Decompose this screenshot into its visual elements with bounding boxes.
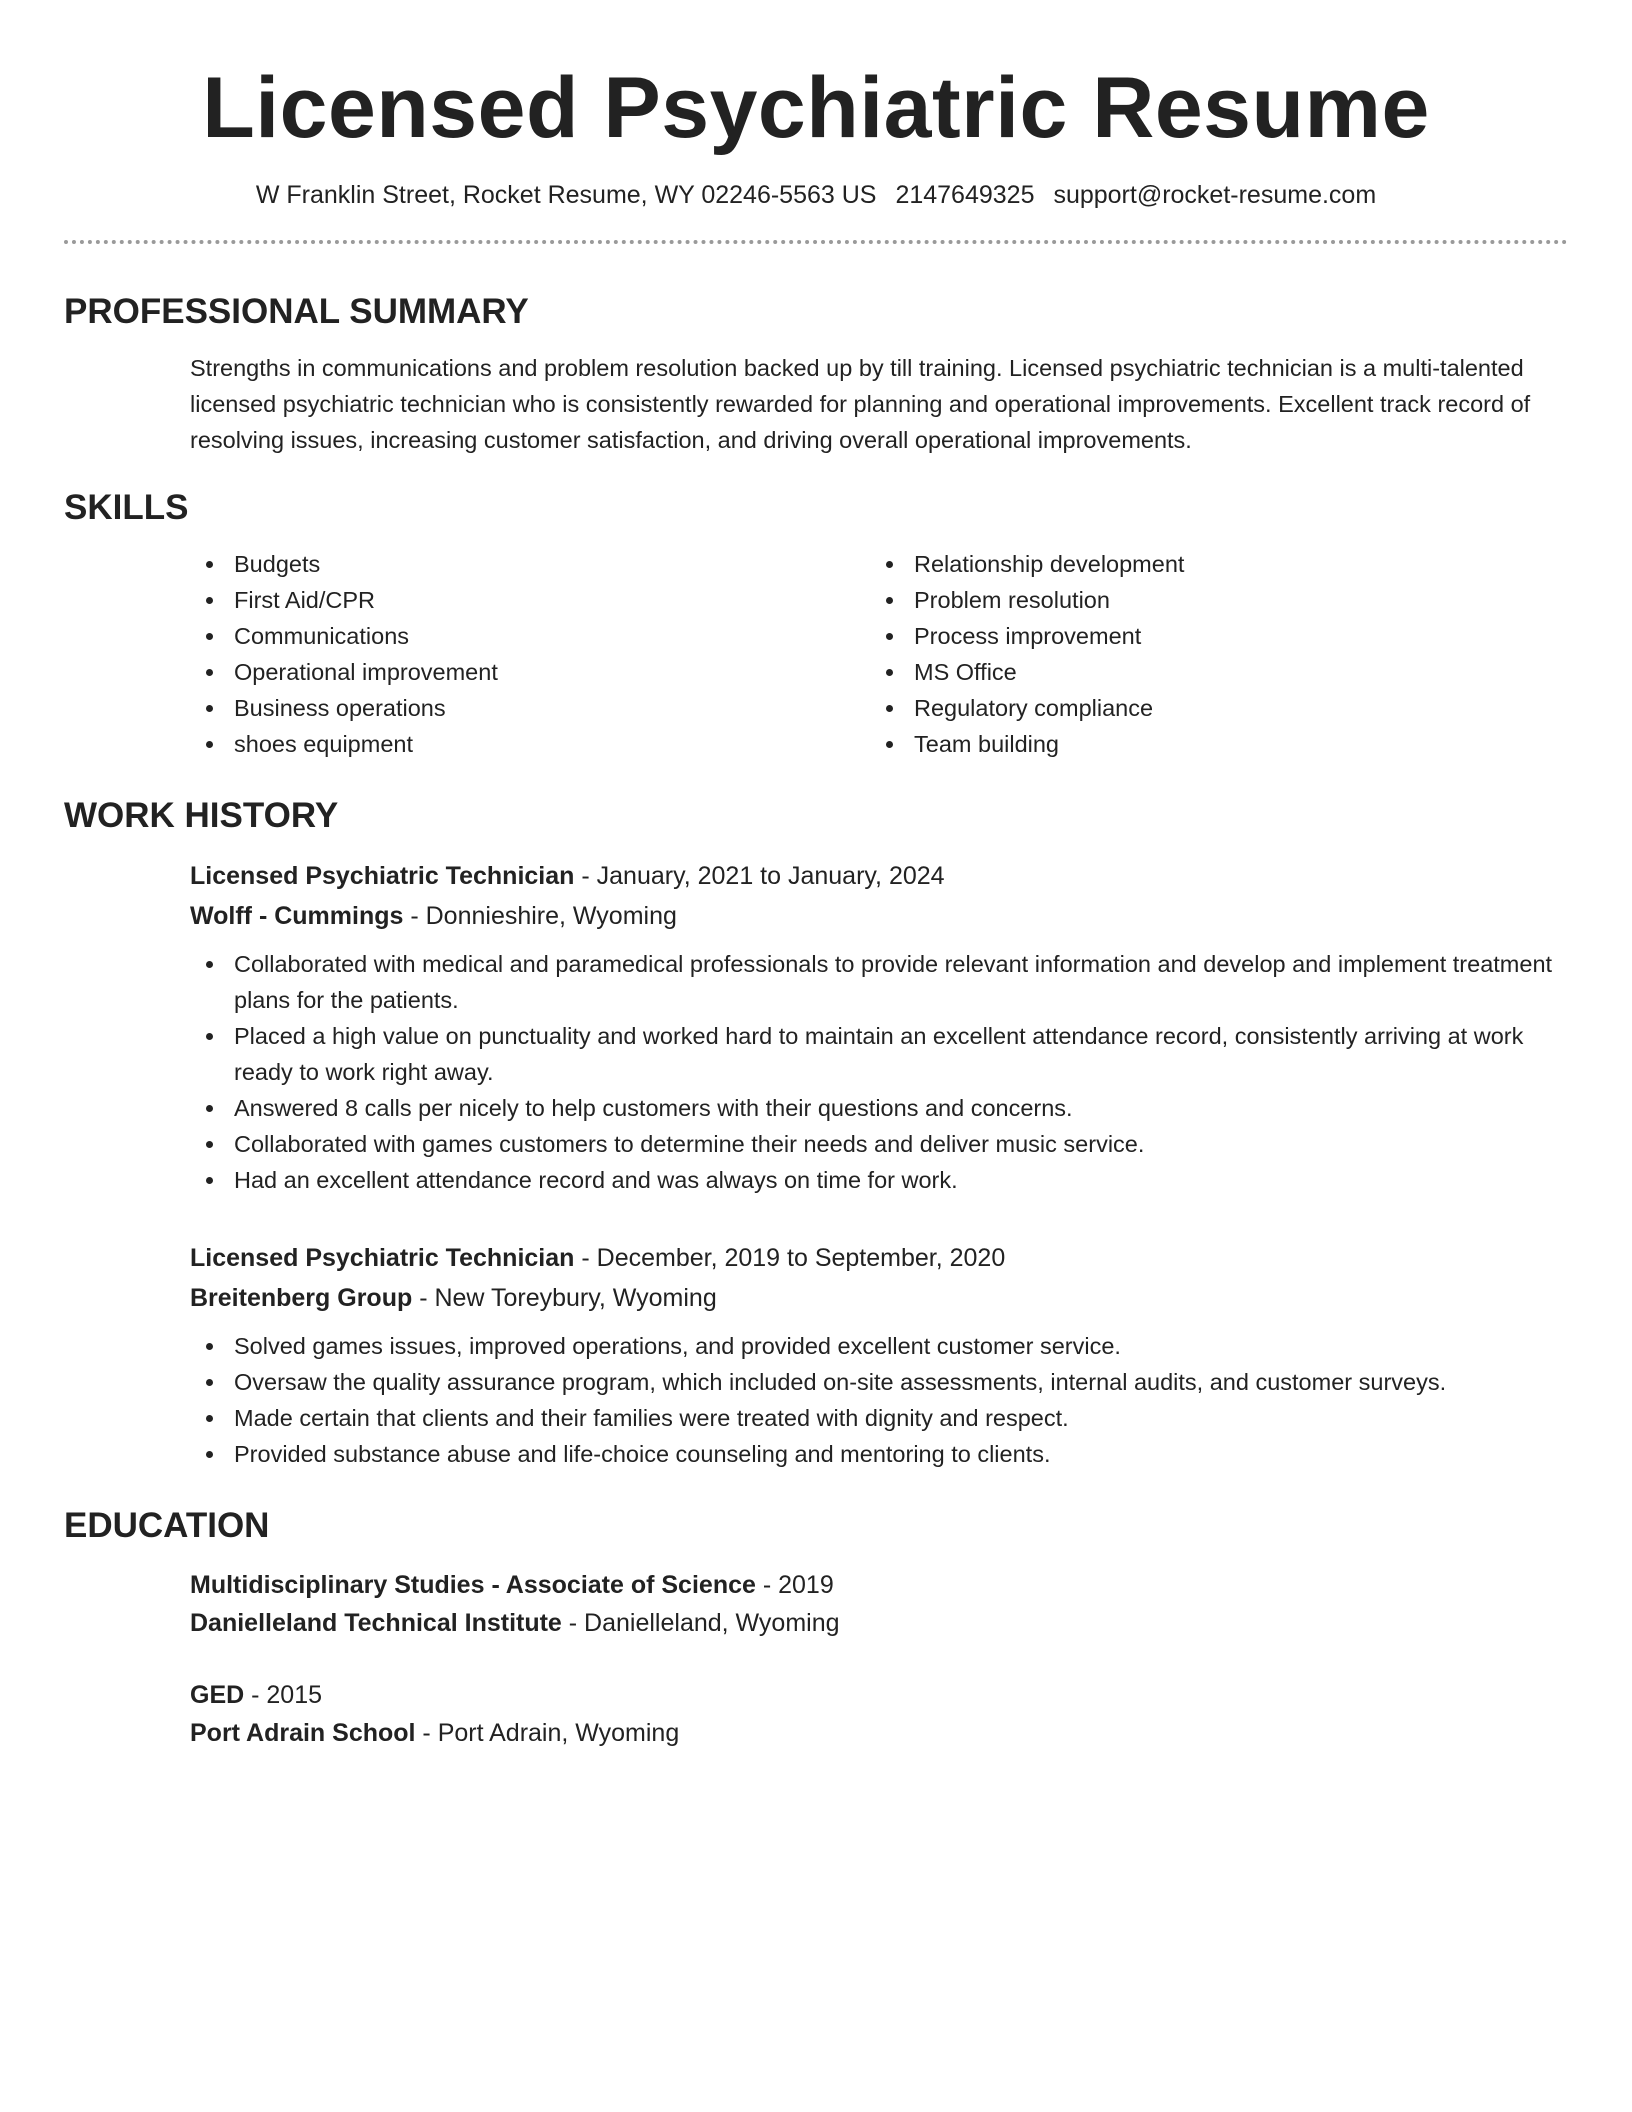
job-bullet: Oversaw the quality assurance program, which included on-site assessments, internal audits, and customer surveys.: [190, 1364, 1568, 1400]
skill-item: Operational improvement: [190, 654, 870, 690]
skills-list: [190, 546, 1568, 762]
skills-column-right: [870, 546, 1550, 762]
job-company-line: [190, 896, 1568, 936]
job-bullet: Collaborated with games customers to determine their needs and deliver music service.: [190, 1126, 1568, 1162]
job-bullet: Made certain that clients and their families were treated with dignity and respect.: [190, 1400, 1568, 1436]
education-entry: [190, 1566, 1568, 1642]
job-bullet: Placed a high value on punctuality and worked hard to maintain an excellent attendance record, consistently arriving at work ready to work right away.: [190, 1018, 1568, 1090]
education-location: - Danielleland, Wyoming: [561, 1609, 840, 1637]
work-entry: [190, 1238, 1568, 1472]
education-location: - Port Adrain, Wyoming: [415, 1719, 680, 1747]
skill-item: shoes equipment: [190, 726, 870, 762]
job-bullets: [190, 1328, 1568, 1472]
job-bullet: Collaborated with medical and paramedical professionals to provide relevant information and develop and implement treatment plans for the patients.: [190, 946, 1568, 1018]
job-bullet: Solved games issues, improved operations, and provided excellent customer service.: [190, 1328, 1568, 1364]
contact-address: W Franklin Street, Rocket Resume, WY 02246-5563 US: [255, 181, 877, 209]
job-bullet: Answered 8 calls per nicely to help customers with their questions and concerns.: [190, 1090, 1568, 1126]
work-entry: [190, 856, 1568, 1198]
header-divider: [64, 240, 1568, 244]
resume-page: [64, 0, 1568, 1752]
education-school: Port Adrain School: [190, 1719, 416, 1747]
skill-item: First Aid/CPR: [190, 582, 870, 618]
skill-item: MS Office: [870, 654, 1550, 690]
education-degree-line: [190, 1566, 1568, 1604]
job-title-line: [190, 856, 1568, 896]
job-bullet: Provided substance abuse and life-choice counseling and mentoring to clients.: [190, 1436, 1568, 1472]
contact-line: [64, 180, 1568, 210]
education-school-line: [190, 1604, 1568, 1642]
education-school: Danielleland Technical Institute: [190, 1609, 562, 1637]
education-year: - 2015: [244, 1681, 323, 1709]
job-company-line: [190, 1278, 1568, 1318]
skill-item: Business operations: [190, 690, 870, 726]
job-company: Breitenberg Group: [190, 1284, 413, 1312]
skill-item: Process improvement: [870, 618, 1550, 654]
resume-title: Licensed Psychiatric Resume: [202, 60, 1430, 156]
contact-email: support@rocket-resume.com: [1053, 181, 1377, 209]
job-dates: - December, 2019 to September, 2020: [574, 1244, 1006, 1272]
section-heading-skills: SKILLS: [64, 488, 189, 527]
job-company: Wolff - Cummings: [190, 902, 404, 930]
job-bullet: Had an excellent attendance record and was always on time for work.: [190, 1162, 1568, 1198]
job-title-line: [190, 1238, 1568, 1278]
skill-item: Communications: [190, 618, 870, 654]
education-entry: [190, 1676, 1568, 1752]
section-heading-summary: PROFESSIONAL SUMMARY: [64, 292, 529, 331]
skill-item: Budgets: [190, 546, 870, 582]
skill-item: Regulatory compliance: [870, 690, 1550, 726]
skill-item: Relationship development: [870, 546, 1550, 582]
job-location: - New Toreybury, Wyoming: [412, 1284, 717, 1312]
contact-phone: 2147649325: [895, 181, 1035, 209]
skill-item: Team building: [870, 726, 1550, 762]
section-heading-work-history: WORK HISTORY: [64, 796, 339, 835]
education-year: - 2019: [755, 1571, 834, 1599]
job-bullets: [190, 946, 1568, 1198]
summary-text: Strengths in communications and problem resolution backed up by till training. Licensed psychiatric technician is a multi-talented licensed psychiatric technician who is consistently rewarded for planning and operational improvements. Excellent track record of resolving issues, increasing customer satisfaction, and driving overall operational improvements.: [190, 355, 1531, 453]
skills-column-left: [190, 546, 870, 762]
job-title: Licensed Psychiatric Technician: [190, 1244, 575, 1272]
section-heading-education: EDUCATION: [64, 1506, 270, 1545]
skill-item: Problem resolution: [870, 582, 1550, 618]
job-location: - Donnieshire, Wyoming: [403, 902, 677, 930]
education-degree: Multidisciplinary Studies - Associate of Science: [190, 1571, 756, 1599]
education-degree: GED: [190, 1681, 245, 1709]
job-dates: - January, 2021 to January, 2024: [574, 862, 945, 890]
education-school-line: [190, 1714, 1568, 1752]
education-degree-line: [190, 1676, 1568, 1714]
job-title: Licensed Psychiatric Technician: [190, 862, 575, 890]
